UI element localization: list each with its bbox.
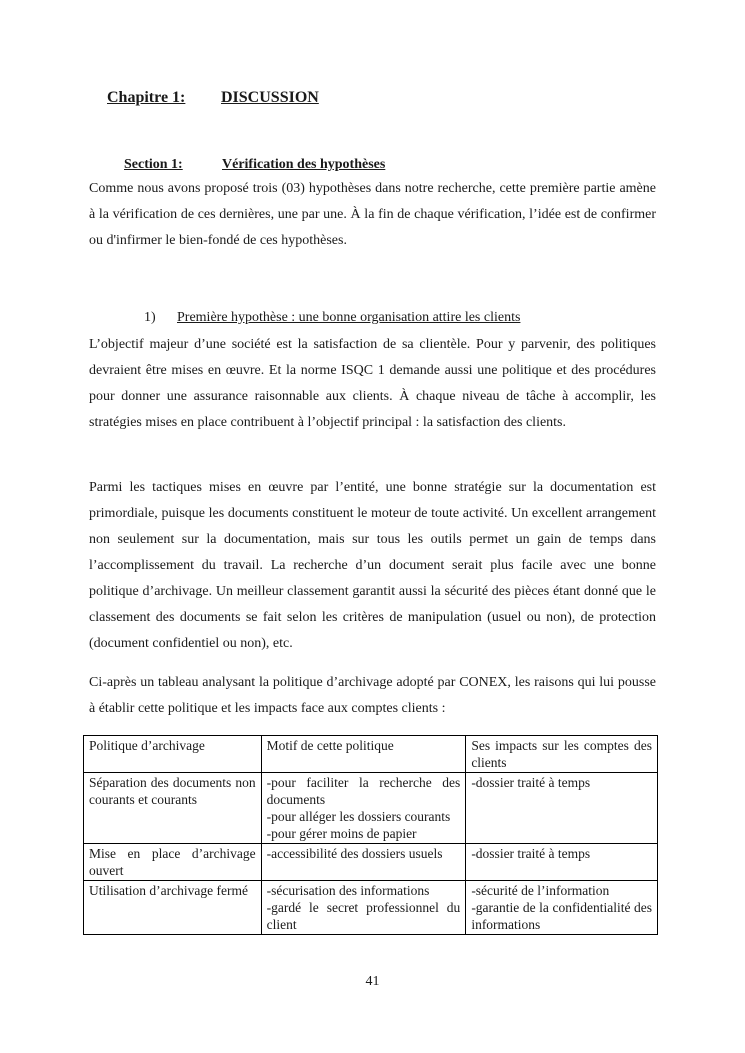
hypothesis-title: Première hypothèse : une bonne organisation attire les clients xyxy=(177,310,521,325)
impact-line: -garantie de la confidentialité des informations xyxy=(471,900,652,932)
hypothesis-number: 1) xyxy=(144,310,156,325)
paragraph-tactiques: Parmi les tactiques mises en œuvre par l’entité, une bonne stratégie sur la documentation est primordiale, puisque les documents constituent le moteur de toute activité. Un excellent arrangement non seulement sur la documentation, mais sur tous les outils permet un gain de temps dans l’accomplissement du travail. La recherche d’un document serait plus facile avec une bonne politique d’archivage. Un meilleur classement garantit aussi la sécurité des pièces étant donné que le classement des documents se fait selon les critères de manipulation (usuel ou non), de protection (document confidentiel ou non), etc. xyxy=(89,480,656,651)
impact-line: -dossier traité à temps xyxy=(471,846,591,861)
table-cell-impacts xyxy=(466,881,658,935)
table-header-row xyxy=(84,736,658,773)
motif-line: -gardé le secret professionnel du client xyxy=(266,900,461,932)
table-cell-motif xyxy=(261,844,466,881)
table-header: Ses impacts sur les comptes des clients xyxy=(466,736,658,773)
table-header: Politique d’archivage xyxy=(84,736,262,773)
impact-line: -dossier traité à temps xyxy=(471,775,591,790)
paragraph-intro: Comme nous avons proposé trois (03) hypothèses dans notre recherche, cette première partie amène à la vérification de ces dernières, une par une. À la fin de chaque vérification, l’idée est de confirmer ou d'infirmer le bien-fondé de ces hypothèses. xyxy=(89,181,656,248)
table-cell-politique: Utilisation d’archivage fermé xyxy=(84,881,262,935)
section-label: Section 1: xyxy=(124,157,183,172)
paragraph-objectif: L’objectif majeur d’une société est la satisfaction de sa clientèle. Pour y parvenir, des politiques devraient être mises en œuvre. Et la norme ISQC 1 demande aussi une politique et des procédures pour donner une assurance raisonnable aux clients. À chaque niveau de tâche à accomplir, les stratégies mises en place contribuent à l’objectif principal : la satisfaction des clients. xyxy=(89,337,656,430)
motif-line: -pour gérer moins de papier xyxy=(266,826,417,841)
motif-line: -pour alléger les dossiers courants xyxy=(266,809,451,824)
archive-policy-table xyxy=(83,735,658,935)
table-cell-motif xyxy=(261,773,466,844)
table-cell-impacts xyxy=(466,844,658,881)
chapter-heading xyxy=(107,89,319,107)
motif-line: -pour faciliter la recherche des documents xyxy=(266,775,461,807)
table-cell-politique: Séparation des documents non courants et courants xyxy=(84,773,262,844)
paragraph-tableau: Ci-après un tableau analysant la politique d’archivage adopté par CONEX, les raisons qui lui pousse à établir cette politique et les impacts face aux comptes clients : xyxy=(89,675,656,716)
motif-line: -sécurisation des informations xyxy=(266,883,430,898)
page-number: 41 xyxy=(365,974,380,989)
motif-line: -accessibilité des dossiers usuels xyxy=(266,846,443,861)
table-row xyxy=(84,881,658,935)
table-cell-politique: Mise en place d’archivage ouvert xyxy=(84,844,262,881)
table-header: Motif de cette politique xyxy=(261,736,466,773)
section-title: Vérification des hypothèses xyxy=(222,157,386,172)
hypothesis-heading xyxy=(144,310,521,326)
table-row xyxy=(84,844,658,881)
chapter-label: Chapitre 1: xyxy=(107,89,186,106)
chapter-title: DISCUSSION xyxy=(221,89,319,106)
impact-line: -sécurité de l’information xyxy=(471,883,610,898)
section-heading xyxy=(124,157,386,173)
table-cell-motif xyxy=(261,881,466,935)
table-cell-impacts xyxy=(466,773,658,844)
table-row xyxy=(84,773,658,844)
